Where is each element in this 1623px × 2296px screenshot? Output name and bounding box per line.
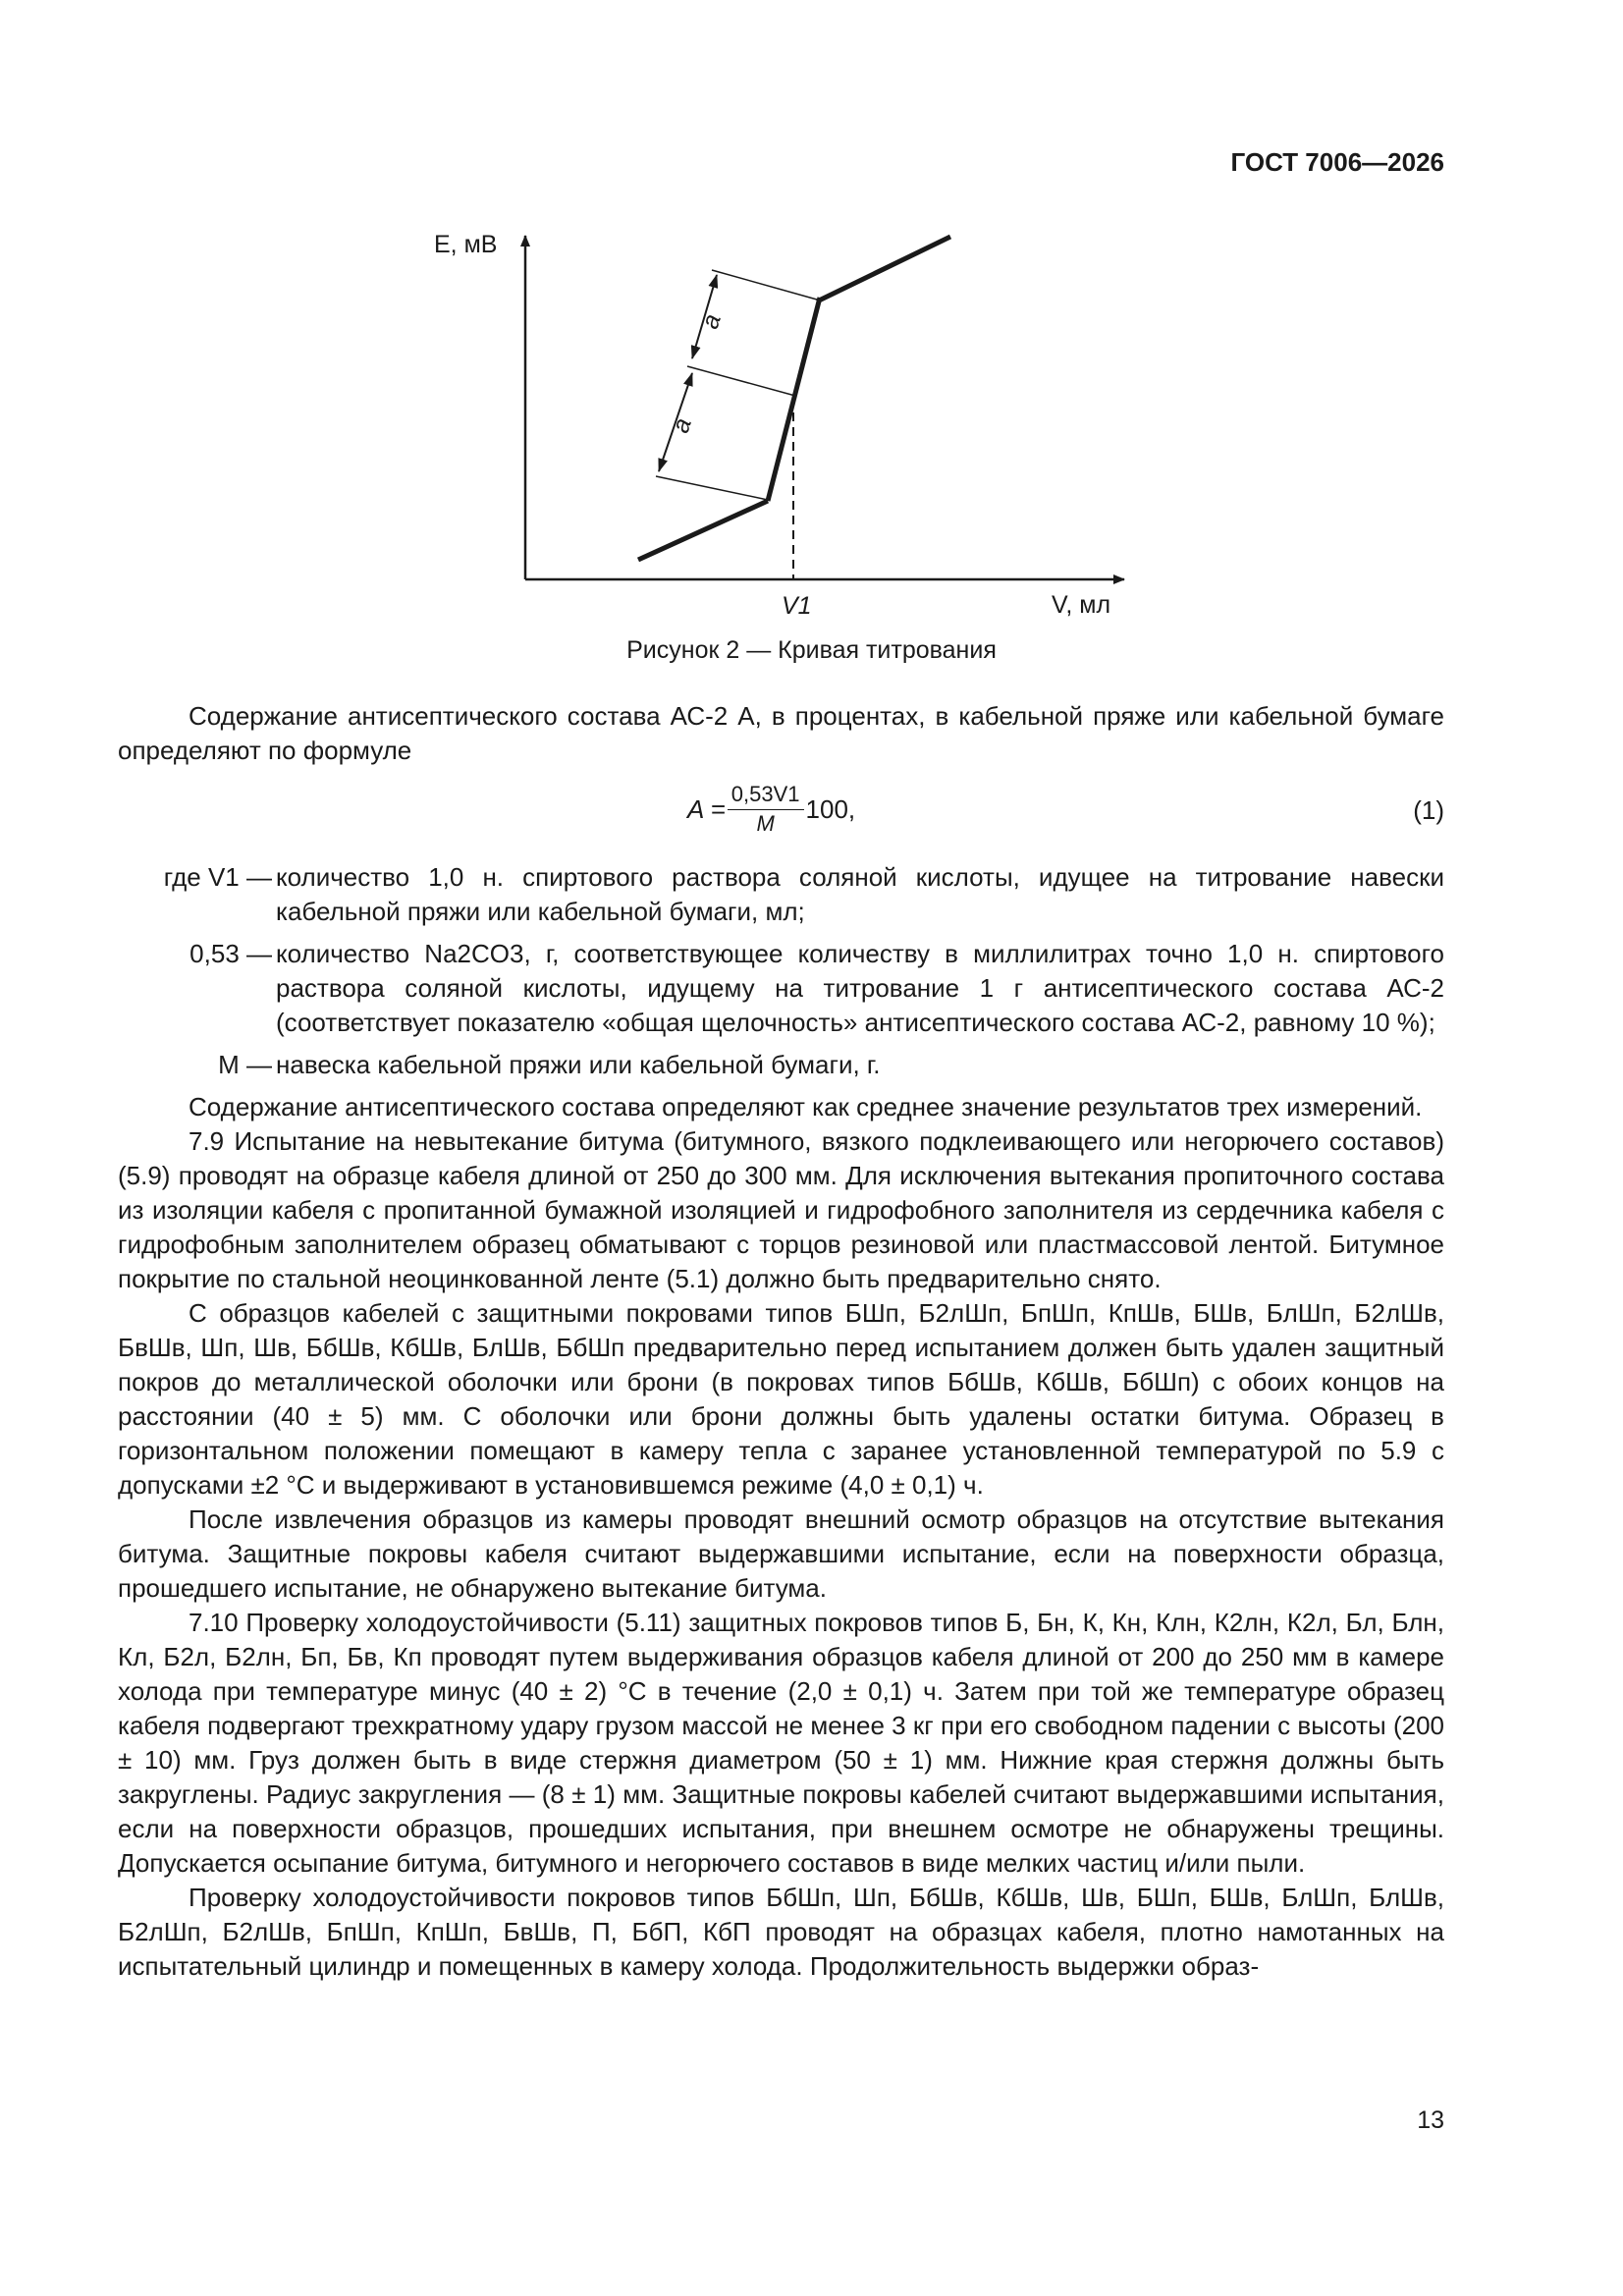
figure-caption: Рисунок 2 — Кривая титрования	[626, 636, 997, 664]
titration-curve-figure	[412, 221, 1159, 633]
extension-line-top	[712, 270, 817, 300]
body-text	[118, 699, 1444, 1984]
x-axis-label: V, мл	[1052, 591, 1111, 619]
definition-term: М —	[218, 1050, 272, 1079]
formula-body	[687, 768, 855, 850]
segment-label-upper: a	[696, 310, 727, 333]
paragraph-7-10: 7.10 Проверку холодоустойчивости (5.11) защитных покровов типов Б, Бн, К, Кн, Клн, К2лн, К2л, Бл, Блн, Кл, Б2л, Б2лн, Бп, Бв, Кп проводят путем выдерживания образцов кабеля длиной от 200 до 250 мм в камере холода при температуре минус (40 ± 2) °С в течение (2,0 ± 0,1) ч. Затем при той же температуре образец кабеля подвергают трехкратному удару грузом массой не менее 3 кг при его свободном падении с высоты (200 ± 10) мм. Груз должен быть в виде стержня диаметром (50 ± 1) мм. Нижние края стержня должны быть закруглены. Радиус закругления — (8 ± 1) мм. Защитные покровы кабелей считают выдержавшими испытания, если на поверхности образцов, прошедших испытания, при внешнем осмотре не обнаружены трещины. Допускается осыпание битума, битумного и негорючего составов в виде мелких частиц и/или пыли.	[118, 1608, 1444, 1878]
paragraph-7-9: 7.9 Испытание на невытекание битума (битумного, вязкого подклеивающего или негорючего составов) (5.9) проводят на образце кабеля длиной от 250 до 300 мм. Для исключения вытекания пропиточного состава из изоляции кабеля с пропитанной бумажной изоляцией и гидрофобного заполнителя из сердечника кабеля с гидрофобным заполнителем образец обматывают с торцов резиновой или пластмассовой лентой. Битумное покрытие по стальной неоцинкованной ленте (5.1) должно быть предварительно снято.	[118, 1126, 1444, 1293]
formula-lhs: A =	[687, 793, 726, 824]
definition-item	[118, 937, 1444, 1040]
paragraph-coverings: С образцов кабелей с защитными покровами типов БШп, Б2лШп, БпШп, КпШв, БШв, БлШп, Б2лШв, БвШв, Шп, Шв, БбШв, КбШв, БлШв, БбШп предварительно перед испытанием должен быть удален защитный покров до металлической оболочки или брони (в покровах типов БбШв, КбШв, БбШп) с обоих концов на расстоянии (40 ± 5) мм. С оболочки или брони должны быть удалены остатки битума. Образец в горизонтальном положении помещают в камеру тепла с заранее установленной температурой по 5.9 с допусками ±2 °С и выдерживают в установившемся режиме (4,0 ± 0,1) ч.	[118, 1298, 1444, 1500]
definition-item	[118, 860, 1444, 929]
definition-text: навеска кабельной пряжи или кабельной бумаги, г.	[276, 1050, 881, 1079]
paragraph-average: Содержание антисептического состава определяют как среднее значение результатов трех измерений.	[189, 1092, 1423, 1121]
formula-1	[118, 768, 1444, 850]
formula-denominator: M	[756, 810, 775, 836]
y-axis-label: E, мВ	[434, 231, 498, 258]
paragraph-inspection: После извлечения образцов из камеры проводят внешний осмотр образцов на отсутствие вытекания битума. Защитные покровы кабеля считают выдержавшими испытание, если на поверхности образца, прошедшего испытание, не обнаружено вытекание битума.	[118, 1504, 1444, 1603]
segment-label-lower: a	[667, 414, 697, 437]
curve-lower-branch	[638, 501, 768, 560]
formula-fraction	[728, 782, 804, 838]
definition-text: количество Na2CO3, г, соответствующее количеству в миллилитрах точно 1,0 н. спиртового раствора соляной кислоты, идущему на титрование 1 г антисептического состава АС-2 (соответствует показателю «общая щелочность» антисептического состава АС-2, равному 10 %);	[276, 939, 1444, 1037]
curve-upper-branch	[817, 237, 950, 301]
page-number: 13	[1417, 2106, 1444, 2134]
titration-curve-graph	[412, 221, 1159, 633]
v1-label: V1	[782, 592, 812, 620]
formula-number: (1)	[1413, 795, 1444, 825]
document-header: ГОСТ 7006—2026	[1230, 147, 1444, 177]
formula-numerator: 0,53V1	[728, 782, 804, 810]
formula-rhs: 100,	[805, 793, 856, 824]
definition-term: 0,53 —	[189, 939, 272, 968]
definition-term: где V1 —	[163, 862, 272, 892]
paragraph-formula-intro: Содержание антисептического состава АС-2 А, в процентах, в кабельной пряже или кабельной бумаге определяют по формуле	[118, 701, 1444, 765]
paragraph-cold-resistance: Проверку холодоустойчивости покровов типов БбШп, Шп, БбШв, КбШв, Шв, БШп, БШв, БлШп, БлШв, Б2лШп, Б2лШв, БпШп, КпШп, БвШв, П, БбП, КбП проводят на образцах кабеля, плотно намотанных на испытательный цилиндр и помещенных в камеру холода. Продолжительность выдержки образ-	[118, 1883, 1444, 1981]
definition-text: количество 1,0 н. спиртового раствора соляной кислоты, идущее на титрование навески кабельной пряжи или кабельной бумаги, мл;	[276, 862, 1444, 926]
extension-line-middle	[687, 366, 795, 396]
extension-line-bottom	[656, 476, 768, 500]
definition-item	[118, 1048, 1444, 1082]
definitions-list	[118, 860, 1444, 1082]
